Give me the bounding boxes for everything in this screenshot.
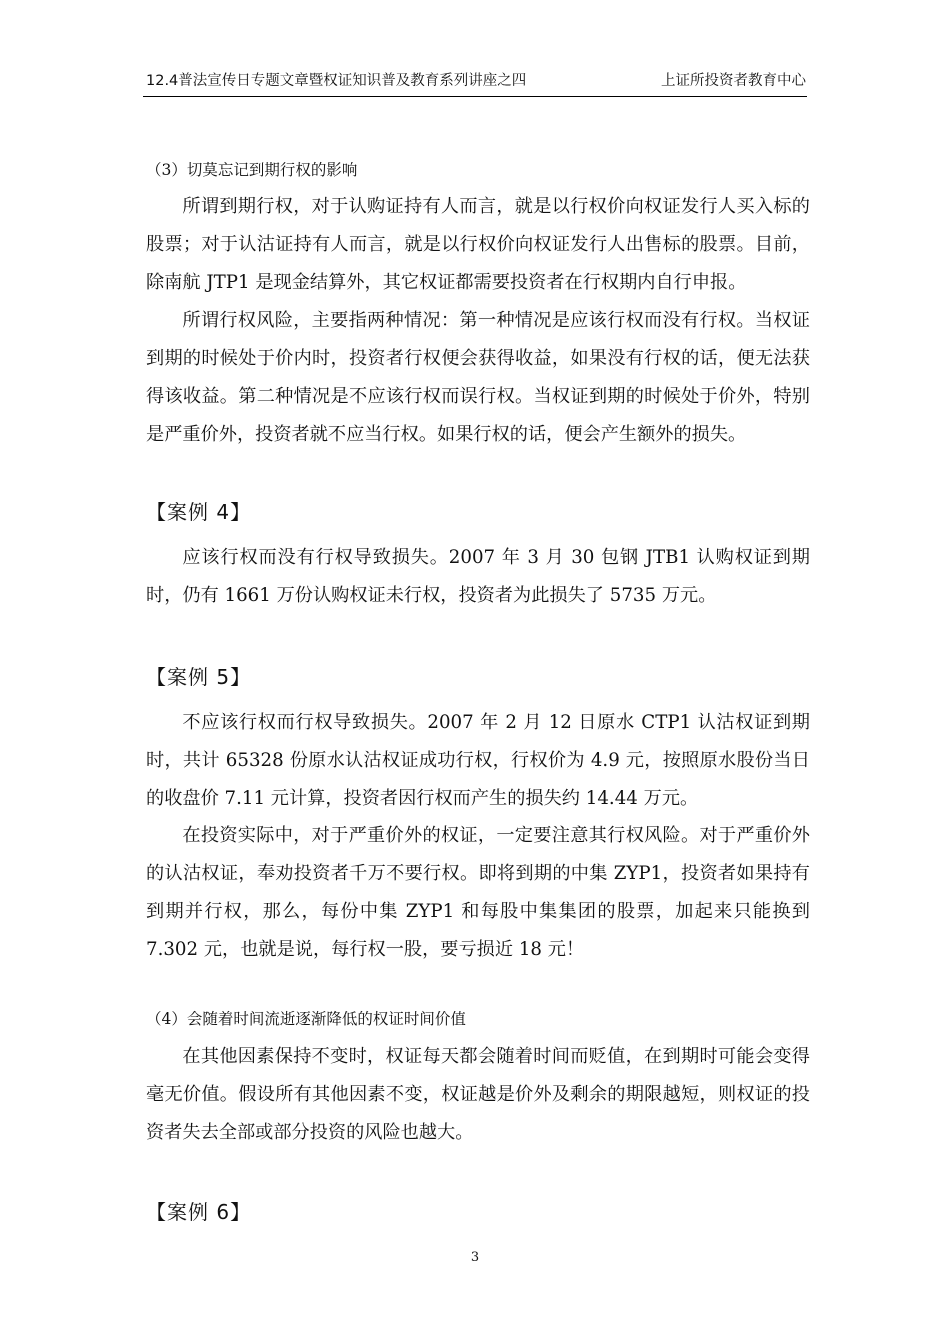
case-6-title: 【案例 6】 <box>146 1200 252 1224</box>
section-3-title: （3）切莫忘记到期行权的影响 <box>146 161 358 179</box>
case-4-paragraph: 应该行权而没有行权导致损失。2007 年 3 月 30 包钢 JTB1 认购权证到期时，仍有 1661 万份认购权证未行权，投资者为此损失了 5735 万元。 <box>146 547 810 606</box>
section-3-paragraph-1: 所谓到期行权，对于认购证持有人而言，就是以行权价向权证发行人买入标的股票；对于认沽证持有人而言，就是以行权价向权证发行人出售标的股票。目前，除南航 JTP1 是现金结算外，其它权证都需要投资者在行权期内自行申报。 <box>146 196 810 293</box>
section-4-title: （4）会随着时间流逝逐渐降低的权证时间价值 <box>146 1010 466 1028</box>
header-organization: 上证所投资者教育中心 <box>661 73 806 89</box>
page-number: 3 <box>470 1250 480 1265</box>
header-divider <box>143 96 807 97</box>
case-5-paragraph-1: 不应该行权而行权导致损失。2007 年 2 月 12 日原水 CTP1 认沽权证到期时，共计 65328 份原水认沽权证成功行权，行权价为 4.9 元，按照原水股份当日的收盘价 7.11 元计算，投资者因行权而产生的损失约 14.44 万元。 <box>146 712 810 809</box>
section-3-paragraph-2: 所谓行权风险，主要指两种情况：第一种情况是应该行权而没有行权。当权证到期的时候处于价内时，投资者行权便会获得收益，如果没有行权的话，便无法获得该收益。第二种情况是不应该行权而误行权。当权证到期的时候处于价外，特别是严重价外，投资者就不应当行权。如果行权的话，便会产生额外的损失。 <box>146 310 810 445</box>
header-series-title: 12.4普法宣传日专题文章暨权证知识普及教育系列讲座之四 <box>146 73 527 89</box>
case-5-title: 【案例 5】 <box>146 665 252 689</box>
case-4-title: 【案例 4】 <box>146 500 252 524</box>
page-header <box>146 70 806 94</box>
case-5-paragraph-2: 在投资实际中，对于严重价外的权证，一定要注意其行权风险。对于严重价外的认沽权证，奉劝投资者千万不要行权。即将到期的中集 ZYP1，投资者如果持有到期并行权，那么，每份中集 ZYP1 和每股中集集团的股票，加起来只能换到 7.302 元，也就是说，每行权一股，要亏损近 18 元！ <box>146 825 810 960</box>
section-4-paragraph: 在其他因素保持不变时，权证每天都会随着时间而贬值，在到期时可能会变得毫无价值。假设所有其他因素不变，权证越是价外及剩余的期限越短，则权证的投资者失去全部或部分投资的风险也越大。 <box>146 1046 810 1143</box>
